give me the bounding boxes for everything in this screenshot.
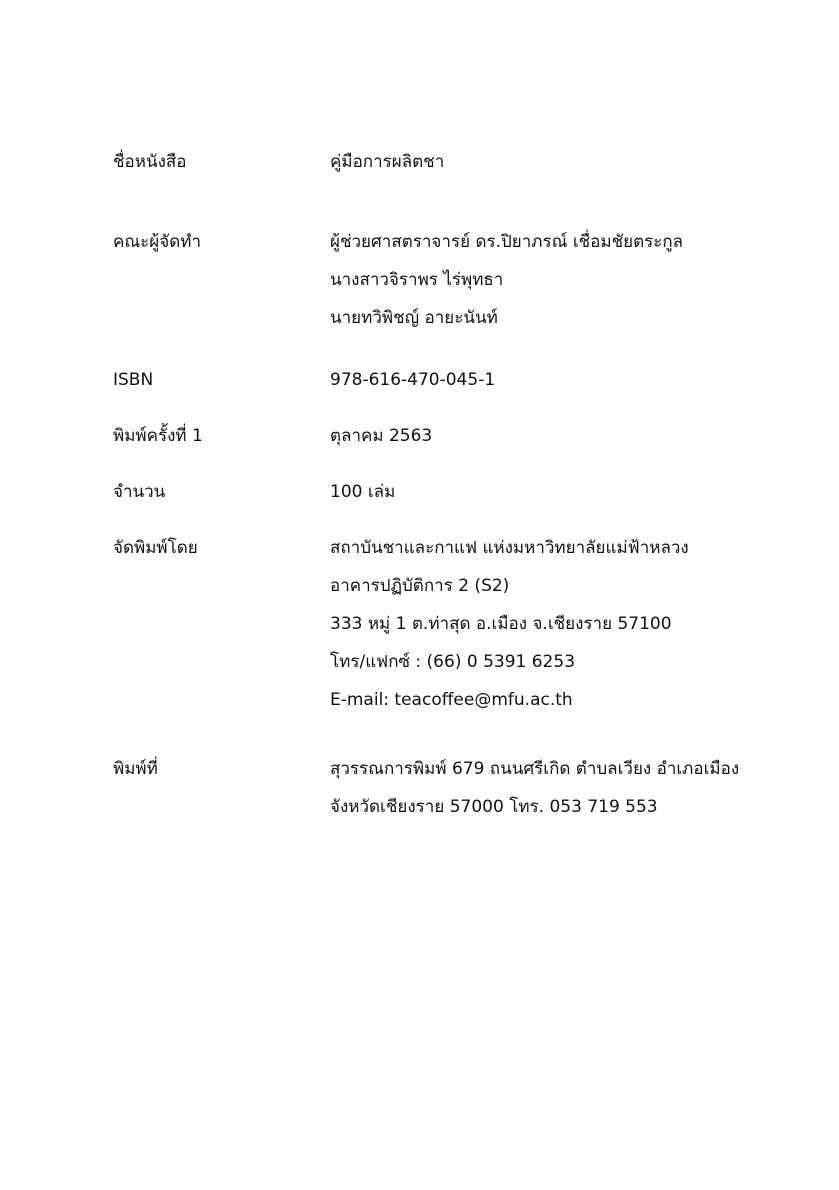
publisher-label: จัดพิมพ์โดย: [113, 538, 198, 558]
authors-label: คณะผู้จัดทำ: [113, 232, 201, 252]
author-3: นายทวิพิชญ์ อายะนันท์: [330, 308, 498, 328]
first-print-value: [330, 417, 432, 455]
first-print-label: พิมพ์ครั้งที่ 1: [113, 426, 203, 446]
first-print-date: ตุลาคม 2563: [330, 426, 433, 446]
printer-province-phone: จังหวัดเชียงราย 57000 โทร. 053 719 553: [330, 797, 658, 817]
author-1: ผู้ช่วยศาสตราจารย์ ดร.ปิยาภรณ์ เชื่อมชัยตระกูล: [330, 232, 684, 252]
book-title-text: คู่มือการผลิตชา: [330, 152, 445, 172]
quantity-label: จำนวน: [113, 482, 166, 502]
authors-list: [330, 223, 683, 337]
author-2: นางสาวจิราพร ไร่พุทธา: [330, 270, 504, 290]
isbn-number: 978-616-470-045-1: [330, 370, 496, 390]
publisher-building: อาคารปฏิบัติการ 2 (S2): [330, 576, 510, 596]
publisher-details: [330, 529, 689, 719]
printer-name-address: สุวรรณการพิมพ์ 679 ถนนศรีเกิด ตำบลเวียง อำเภอเมือง: [330, 759, 740, 779]
quantity-count: 100 เล่ม: [330, 482, 396, 502]
quantity-value: [330, 473, 395, 511]
isbn-label: ISBN: [113, 370, 154, 390]
book-title-value: [330, 143, 444, 181]
book-title-label: ชื่อหนังสือ: [113, 152, 187, 172]
publisher-phone: โทร/แฟกซ์ : (66) 0 5391 6253: [330, 652, 576, 672]
publisher-email: E-mail: teacoffee@mfu.ac.th: [330, 690, 573, 710]
publisher-name: สถาบันชาและกาแฟ แห่งมหาวิทยาลัยแม่ฟ้าหลวง: [330, 538, 689, 558]
isbn-value: [330, 361, 495, 399]
printer-details: [330, 750, 739, 826]
publisher-address: 333 หมู่ 1 ต.ท่าสุด อ.เมือง จ.เชียงราย 57100: [330, 614, 672, 634]
printer-label: พิมพ์ที่: [113, 759, 158, 779]
